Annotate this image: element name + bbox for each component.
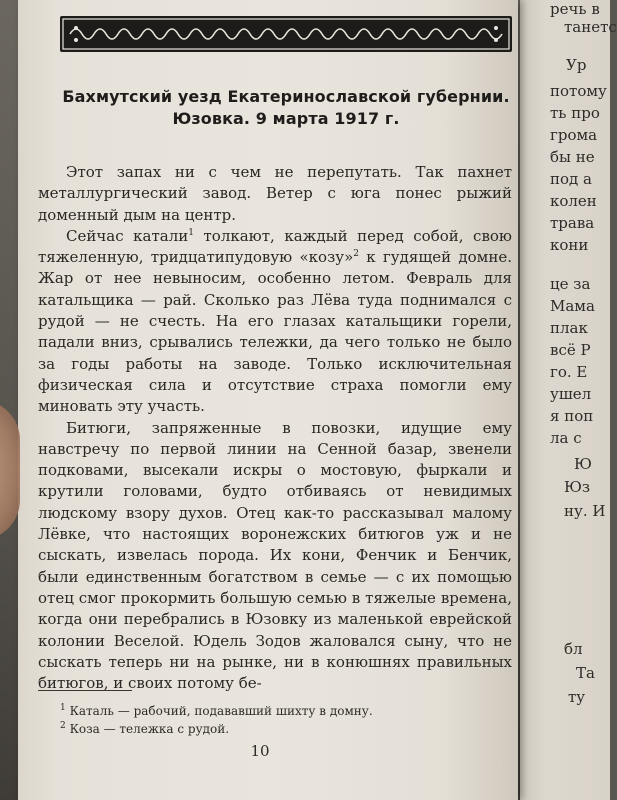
facing-page-line: я поп [550, 407, 594, 425]
facing-page-line: ла с [550, 429, 582, 447]
main-text [38, 162, 512, 694]
footnote-text: Каталь — рабочий, подававший шихту в домну. [69, 704, 373, 718]
ornamental-header-band [60, 16, 512, 52]
facing-page [520, 0, 617, 800]
heading-line-date: Юзовка. 9 марта 1917 г. [172, 109, 400, 128]
facing-page-line: трава [550, 214, 595, 232]
footnote-ref-2: 2 [353, 249, 359, 260]
paragraph: Битюги, запряженные в повозки, идущие ему навстречу по первой линии на Сенной базар, звенели подковами, высекали искры о мостовую, фыркали и крутили головами, будто отбиваясь от невидимых людскому взору духов. Отец как-то рассказывал малому Лёвке, что настоящих воронежских битюгов уж и не сыскать, извелась порода. Их кони, Фенчик и Бенчик, были единственным богатством в семье — с их помощью отец смог прокормить большую семью в тяжелые времена, когда они перебрались в Юзовку из маленькой еврейской колонии Веселой. Юдель Зодов жаловался сыну, что не сыскать теперь ни на рынке, ни в конюшнях правильных битюгов, и своих потому бе- [38, 418, 512, 693]
facing-page-line: речь в [550, 0, 600, 18]
facing-page-line: танетс [564, 18, 617, 36]
facing-page-line: грома [550, 126, 598, 144]
footnote-mark: 2 [60, 721, 66, 731]
facing-page-line: под а [550, 170, 592, 188]
footnote-1 [60, 702, 500, 720]
paragraph-end: к гудящей домне. Жар от нее невыносим, особенно летом. Февраль для катальщика — рай. Сколько раз Лёва туда поднимался с рудой — не счесть. На его глазах катальщики горели, падали вниз, срывались тележки, да чего только не было за годы работы на заводе. Только исключительная физическая сила и отсутствие страха помогли ему миновать эту участь. [38, 248, 512, 416]
facing-page-line: Юз [564, 478, 591, 496]
facing-page-line: бы не [550, 148, 595, 166]
facing-page-line: Та [576, 664, 595, 682]
facing-page-line: бл [564, 640, 583, 658]
facing-page-line: колен [550, 192, 597, 210]
facing-page-line: ушел [550, 385, 592, 403]
footnote-ref-1: 1 [188, 227, 194, 238]
footnotes [60, 702, 500, 738]
facing-page-line: це за [550, 275, 591, 293]
chapter-heading [60, 86, 512, 130]
facing-page-line: потому [550, 82, 607, 100]
facing-page-line: плак [550, 319, 588, 337]
page-number: 10 [250, 742, 270, 760]
facing-page-line: Ур [566, 56, 587, 74]
facing-page-line: кони [550, 236, 589, 254]
footnote-mark: 1 [60, 703, 66, 713]
facing-page-line: го. Е [550, 363, 588, 381]
footnote-text: Коза — тележка с рудой. [69, 722, 230, 736]
paragraph: Этот запах ни с чем не перепутать. Так пахнет металлургический завод. Ветер с юга понес рыжий доменный дым на центр. [38, 163, 512, 224]
paragraph-start: Сейчас катали [66, 226, 189, 245]
heading-line-location: Бахмутский уезд Екатеринославской губернии. [62, 87, 510, 106]
facing-page-line: ну. И [564, 502, 606, 520]
facing-page-line: ть про [550, 104, 600, 122]
paragraph-middle: толкают, каждый перед собой, свою тяжеленную, тридцатипудовую «козу» [38, 226, 512, 267]
facing-page-line: ту [568, 688, 586, 706]
facing-page-line: Мама [550, 297, 595, 315]
facing-page-line: Ю [574, 455, 592, 473]
footnote-divider [38, 690, 132, 691]
ornament-scroll-icon [60, 16, 512, 52]
footnote-2 [60, 720, 500, 738]
paragraph [38, 226, 512, 418]
facing-page-line: всё Р [550, 341, 591, 359]
